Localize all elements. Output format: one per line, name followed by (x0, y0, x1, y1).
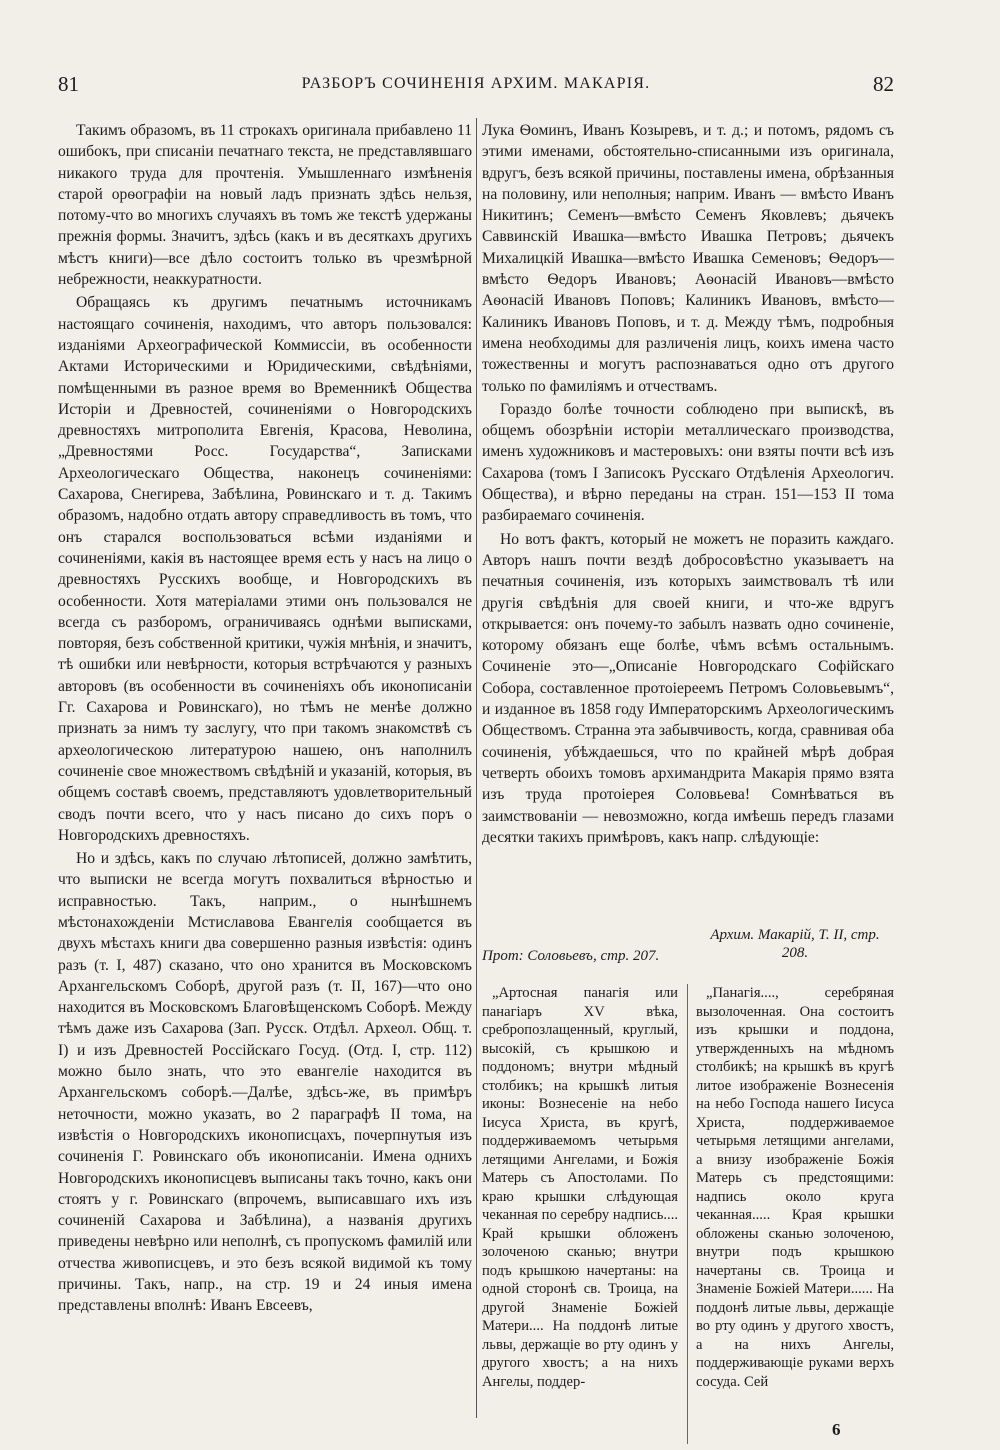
page-number-left: 81 (58, 72, 79, 96)
paragraph: Такимъ образомъ, въ 11 строкахъ оригинала прибавлено 11 ошибокъ, при списаніи печатнаго текста, не представлявшаго никакого труда для прочтенія. Умышленнаго измѣненія старой орѳографіи на новый ладъ признать здѣсь нельзя, потому-что во многихъ случаяхъ въ томъ же текстѣ удержаны прежнія формы. Значитъ, здѣсь (какъ и въ десяткахъ другихъ мѣстъ книги)—все дѣло состоитъ только въ чрезмѣрной небрежности, неаккуратности. (58, 122, 472, 289)
paragraph: Обращаясь къ другимъ печатнымъ источникамъ настоящаго сочиненія, находимъ, что авторъ пользовался: изданіями Археографической Коммиссіи, въ особенности Актами Историческими и Юридическими, свѣдѣніями, помѣщенными въ разное время во Временникѣ Общества Исторіи и Древностей, сочиненіями о Новгородскихъ древностяхъ митрополита Евгенія, Красова, Неволина, „Древностями Росс. Государства“, Записками Археологическаго Общества, наконецъ сочиненіями: Сахарова, Снегирева, Забѣлина, Ровинскаго и т. д. Такимъ образомъ, надобно отдать автору справедливость въ томъ, что онъ старался воспользоваться всѣми изданіями и сочиненіями, какія въ настоящее время есть у насъ на лицо о древностяхъ Русскихъ вообще, и Новгородскихъ въ особенности. Хотя матеріалами этими онъ пользовался не всегда съ разборомъ, ограничиваясь однѣми выписками, повторяя, безъ собственной критики, чужія мнѣнія, и значитъ, тѣ ошибки или невѣрности, которыя встрѣчаются у разныхъ авторовъ (въ особенности въ сочиненіяхъ объ иконописаніи Гг. Сахарова и Ровинскаго), но тѣмъ не менѣе должно признать за нимъ ту заслугу, что при такомъ знакомствѣ съ археологическою литературою нашею, онъ наполнилъ сочиненіе свое множествомъ свѣдѣній и указаній, которыя, въ общемъ составѣ своемъ, представляютъ удовлетворительный сводъ почти всего, что у насъ писано до сихъ поръ о Новгородскихъ древностяхъ. (58, 294, 473, 844)
comparison-column-right (696, 984, 894, 1391)
signature-mark: 6 (832, 1420, 841, 1439)
comparison-text-right: „Панагія...., серебряная вызолоченная. Она состоитъ изъ крышки и поддона, утвержденныхъ на мѣдномъ столбикѣ; на крышкѣ въ кругѣ литое изображеніе Вознесенія на небо Господа нашего Іисуса Христа, поддерживаемое четырьмя летящими ангелами, а внизу изображеніе Божія Матерь съ предстоящими: надпись около круга чеканная..... Края крышки обложены сканью золоченою, внутри подъ крышкою начертаны св. Троица и Знаменіе Божіей Матери...... На поддонѣ литые львы, держащіе во рту одинъ у другого хвостъ, а на нихъ Ангелы, поддерживающіе руками верхъ сосуда. Сей (696, 985, 894, 1390)
paragraph: Лука Ѳоминъ, Иванъ Козыревъ, и т. д.; и потомъ, рядомъ съ этими именами, обстоятельно-списанными изъ оригинала, вдругъ, безъ всякой причины, поставлены имена, обрѣзанныя на половину, или неполныя; наприм. Иванъ — вмѣсто Иванъ Никитинъ; Семенъ—вмѣсто Семенъ Яковлевъ; дьячекъ Саввинскій Ивашка—вмѣсто Ивашка Петровъ; дьячекъ Михалицкій Ивашка—вмѣсто Ивашка Семеновъ; Ѳедоръ—вмѣсто Ѳедоръ Ивановъ; Аѳонасій Ивановъ—вмѣсто Аѳонасій Ивановъ Поповъ; Калиникъ Ивановъ, вмѣсто—Калиникъ Ивановъ Поповъ, и т. д. Между тѣмъ, подробныя имена необходимы для различенія лицъ, коихъ имена часто тожественны и могутъ распознаваться одно отъ другого только по фамиліямъ и отчествамъ. (482, 122, 894, 395)
column-rule (476, 118, 477, 1418)
paragraph: Гораздо болѣе точности соблюдено при выпискѣ, въ общемъ обозрѣніи исторіи металлическаго производства, именъ художниковъ и мастеровыхъ: они взяты почти всѣ изъ Сахарова (томъ I Записокъ Русскаго Отдѣленія Археологич. Общества), и вѣрно переданы на стран. 151—153 II тома разбираемаго сочиненія. (482, 400, 894, 525)
comparison-text-left: „Артосная панагія или панагіаръ XV вѣка, сребропозлащенный, круглый, высокій, съ крышкою и поддономъ; внутри мѣдный столбикъ; на крышкѣ литыя иконы: Вознесеніе на небо Іисуса Христа, въ кругѣ, поддерживаемомъ четырьмя летящими Ангелами, и Божія Матерь съ Апостолами. По краю крышки слѣдующая чеканная по серебру надпись.... Край крышки обложенъ золоченою сканью; внутри подъ крышкою начертаны: на одной сторонѣ св. Троица, на другой Знаменіе Божіей Матери.... На поддонѣ литые львы, держащіе во рту одинъ у другого хвостъ; а на нихъ Ангелы, поддер- (482, 985, 678, 1390)
running-title: РАЗБОРЪ СОЧИНЕНІЯ АРХИМ. МАКАРІЯ. (301, 75, 651, 92)
comparison-divider (687, 984, 688, 1444)
left-column (58, 120, 472, 1317)
paragraph: Но и здѣсь, какъ по случаю лѣтописей, должно замѣтить, что выписки не всегда могутъ похвалиться вѣрностью и исправностью. Такъ, наприм., о нынѣшнемъ мѣстонахожденіи Мстиславова Евангелія сообщается въ двухъ мѣстахъ книги два совершенно разныя извѣстія: одинъ разъ (т. I, 487) сказано, что оно хранится въ Московскомъ Архангельскомъ Соборѣ, другой разъ (т. II, 167)—что оно находится въ Московскомъ Благовѣщенскомъ Соборѣ. Между тѣмъ даже изъ Сахарова (Зап. Русск. Отдѣл. Археол. Общ. т. I) и изъ Древностей Россійскаго Госуд. (Отд. I, стр. 112) можно было знать, что это евангеліе находится въ Архангельскомъ соборѣ.—Далѣе, здѣсь-же, въ примѣръ неточности, можно указать, во 2 параграфѣ II тома, на извѣстія о Новгородскихъ иконописцахъ, почерпнутыя изъ сочиненія Г. Ровинскаго объ иконописаніи. Имена однихъ Новгородскихъ иконописцевъ выписаны такъ точно, какъ они стоятъ у г. Ровинскаго (впрочемъ, выписавшаго ихъ изъ сочиненій Сахарова и Забѣлина), а названія другихъ приведены невѣрно или неполнѣ, съ пропускомъ фамилій или отчества живописцевъ, и это безъ всякой видимой къ тому причины. Такъ, напр., на стр. 19 и 24 иныя имена представлены вполнѣ: Иванъ Евсеевъ, (58, 850, 472, 1315)
comparison-heading-left: Прот: Соловьевъ, стр. 207. (482, 948, 660, 964)
comparison-heading-right: Архим. Макарій, Т. II, стр. 208. (710, 927, 880, 961)
page-number-right: 82 (873, 72, 894, 96)
paragraph: Но вотъ фактъ, который не можетъ не поразить каждаго. Авторъ нашъ почти вездѣ добросовѣстно указываетъ на печатныя сочиненія, изъ которыхъ заимствовалъ тѣ или другія свѣдѣнія для своей книги, и что-же вдругъ открывается: онъ почему-то забылъ назвать одно сочиненіе, которому обязанъ еще болѣе, чѣмъ всѣмъ остальнымъ. Сочиненіе это—„Описаніе Новгородскаго Софійскаго Собора, составленное протоіереемъ Петромъ Соловьевымъ“, и изданное въ 1858 году Императорскимъ Археологическимъ Обществомъ. Странна эта забывчивость, когда, сравнивая оба сочиненія, убѣждаешься, что по крайней мѣрѣ добрая четверть обоихъ томовъ архимандрита Макарія прямо взята изъ труда протоіерея Соловьева! Сомнѣваться въ заимствованіи — невозможно, когда имѣешь передъ глазами десятки такихъ примѣровъ, какъ напр. слѣдующіе: (482, 530, 894, 846)
running-header (58, 72, 894, 102)
right-column (482, 120, 894, 1390)
comparison-column-left (482, 984, 678, 1391)
